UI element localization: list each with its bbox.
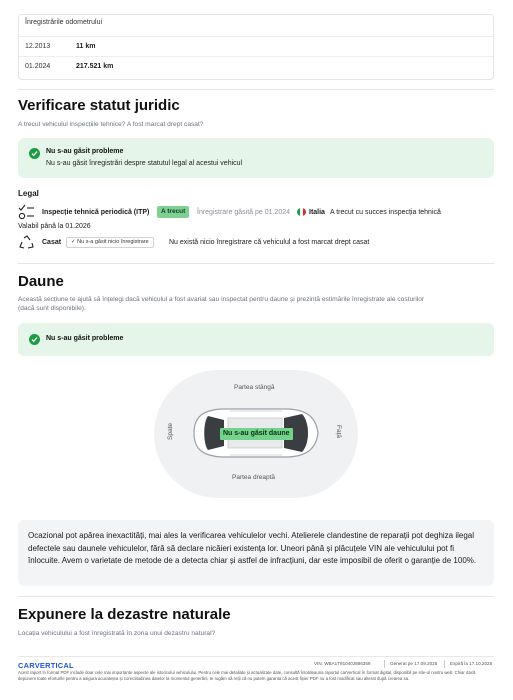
odometer-title: Înregistrările odometrului — [25, 19, 103, 26]
recycle-icon — [18, 235, 36, 251]
footer-separator — [384, 660, 385, 668]
section-divider — [18, 89, 494, 90]
diagram-left-side-label: Partea stângă — [234, 384, 275, 391]
carvertical-logo: CARVERTICAL — [18, 661, 74, 670]
no-damage-badge: Nu s-au găsit daune — [220, 428, 293, 440]
itp-label: Inspecție tehnică periodică (ITP) — [42, 209, 150, 216]
casat-status-badge — [66, 237, 154, 248]
itp-record-date: Înregistrare găsită pe 01.2024 — [197, 209, 291, 216]
italy-flag-icon — [297, 208, 306, 216]
check-icon: ✓ — [71, 239, 78, 245]
inaccuracy-notice: Ocazional pot apărea inexactități, mai ales la verificarea vehiculelor vechi. Atelierele clandestine de reparații pot deghiza ilegal defectele sau daunele vehiculelor, fără să declare nicăieri existența lor. Uneori până și plăcuțele VIN ale vehiculului pot fi înlocuite. Avem o varietate de metode de a detecta chiar și astfel de infracțiuni, dar este imposibil de oferit o garanție de 100%. — [18, 520, 494, 586]
legal-label: Legal — [18, 189, 39, 198]
section-divider — [18, 596, 494, 597]
itp-country: Italia — [309, 209, 325, 216]
damage-ok-box — [18, 323, 494, 356]
odometer-row — [19, 56, 493, 76]
natural-disasters-subtitle: Locația vehiculului a fost înregistrată în zona unui dezastru natural? — [18, 630, 216, 637]
footer-expiry-date: Expiră la 17.10.2025 — [450, 661, 493, 666]
section-divider — [18, 263, 494, 264]
diagram-rear-label: Spate — [167, 423, 174, 440]
legal-ok-box — [18, 138, 494, 178]
check-circle-icon — [29, 334, 40, 345]
diagram-right-side-label: Partea dreaptă — [232, 474, 276, 481]
odometer-card — [18, 14, 494, 80]
footer-divider — [18, 656, 494, 657]
damage-heading: Daune — [18, 273, 64, 290]
casat-label: Casat — [42, 239, 62, 246]
check-circle-icon — [29, 148, 40, 159]
legal-ok-title: Nu s-au găsit probleme — [46, 148, 124, 155]
itp-valid-until: Valabil până la 01.2026 — [18, 223, 91, 230]
diagram-front-label: Față — [335, 424, 343, 439]
checklist-icon — [18, 204, 36, 220]
damage-subtitle — [18, 295, 424, 313]
footer-disclaimer: Acest raport în format PDF include doar cele mai importante aspecte ale istoricului vehiculului. Pentru cele mai detaliate și actualizate date, consultă întotdeauna raportul carVertical în format digital, disponibil pe site-ul nostru web. Chiar dacă depunem toate eforturile pentru a asigura acuratețea și corectitudinea datelor la momentul generării, te rugăm să reții că nu putem garanta că acest fișier PDF nu a fost modificat sau alterat după crearea sa. — [18, 670, 476, 681]
legal-ok-text: Nu s-au găsit înregistrări despre statutul legal al acestui vehicul — [46, 160, 243, 167]
damage-subtitle-line: (dacă sunt disponibile). — [18, 305, 86, 312]
damage-ok-title: Nu s-au găsit probleme — [46, 335, 124, 342]
footer-separator — [444, 660, 445, 668]
damage-subtitle-line: Această secțiune te ajută să înțelegi dacă vehiculul a fost avariat sau inspectat pentru daune și prezintă estimările înregistrate ale costurilor — [18, 296, 425, 303]
legal-status-heading: Verificare statut juridic — [18, 97, 180, 114]
legal-status-subtitle: A trecut vehiculul inspecțiile tehnice? A fost marcat drept casat? — [18, 121, 204, 128]
odometer-date: 01.2024 — [25, 63, 51, 70]
odometer-value: 217.521 km — [76, 63, 114, 70]
casat-description: Nu există nicio înregistrare că vehiculul a fost marcat drept casat — [169, 239, 370, 246]
itp-description: A trecut cu succes inspecția tehnică — [330, 209, 441, 216]
footer-vin: VIN: WBA1T91040J886359 — [314, 661, 371, 666]
odometer-value: 11 km — [76, 43, 96, 50]
casat-tag-text: Nu s-a găsit nicio înregistrare — [77, 239, 149, 245]
odometer-date: 12.2013 — [25, 43, 51, 50]
itp-status-badge: A trecut — [157, 206, 189, 218]
odometer-row — [19, 36, 493, 56]
footer-generated-date: Generat pe 17.09.2025 — [390, 661, 438, 666]
natural-disasters-heading: Expunere la dezastre naturale — [18, 606, 231, 623]
